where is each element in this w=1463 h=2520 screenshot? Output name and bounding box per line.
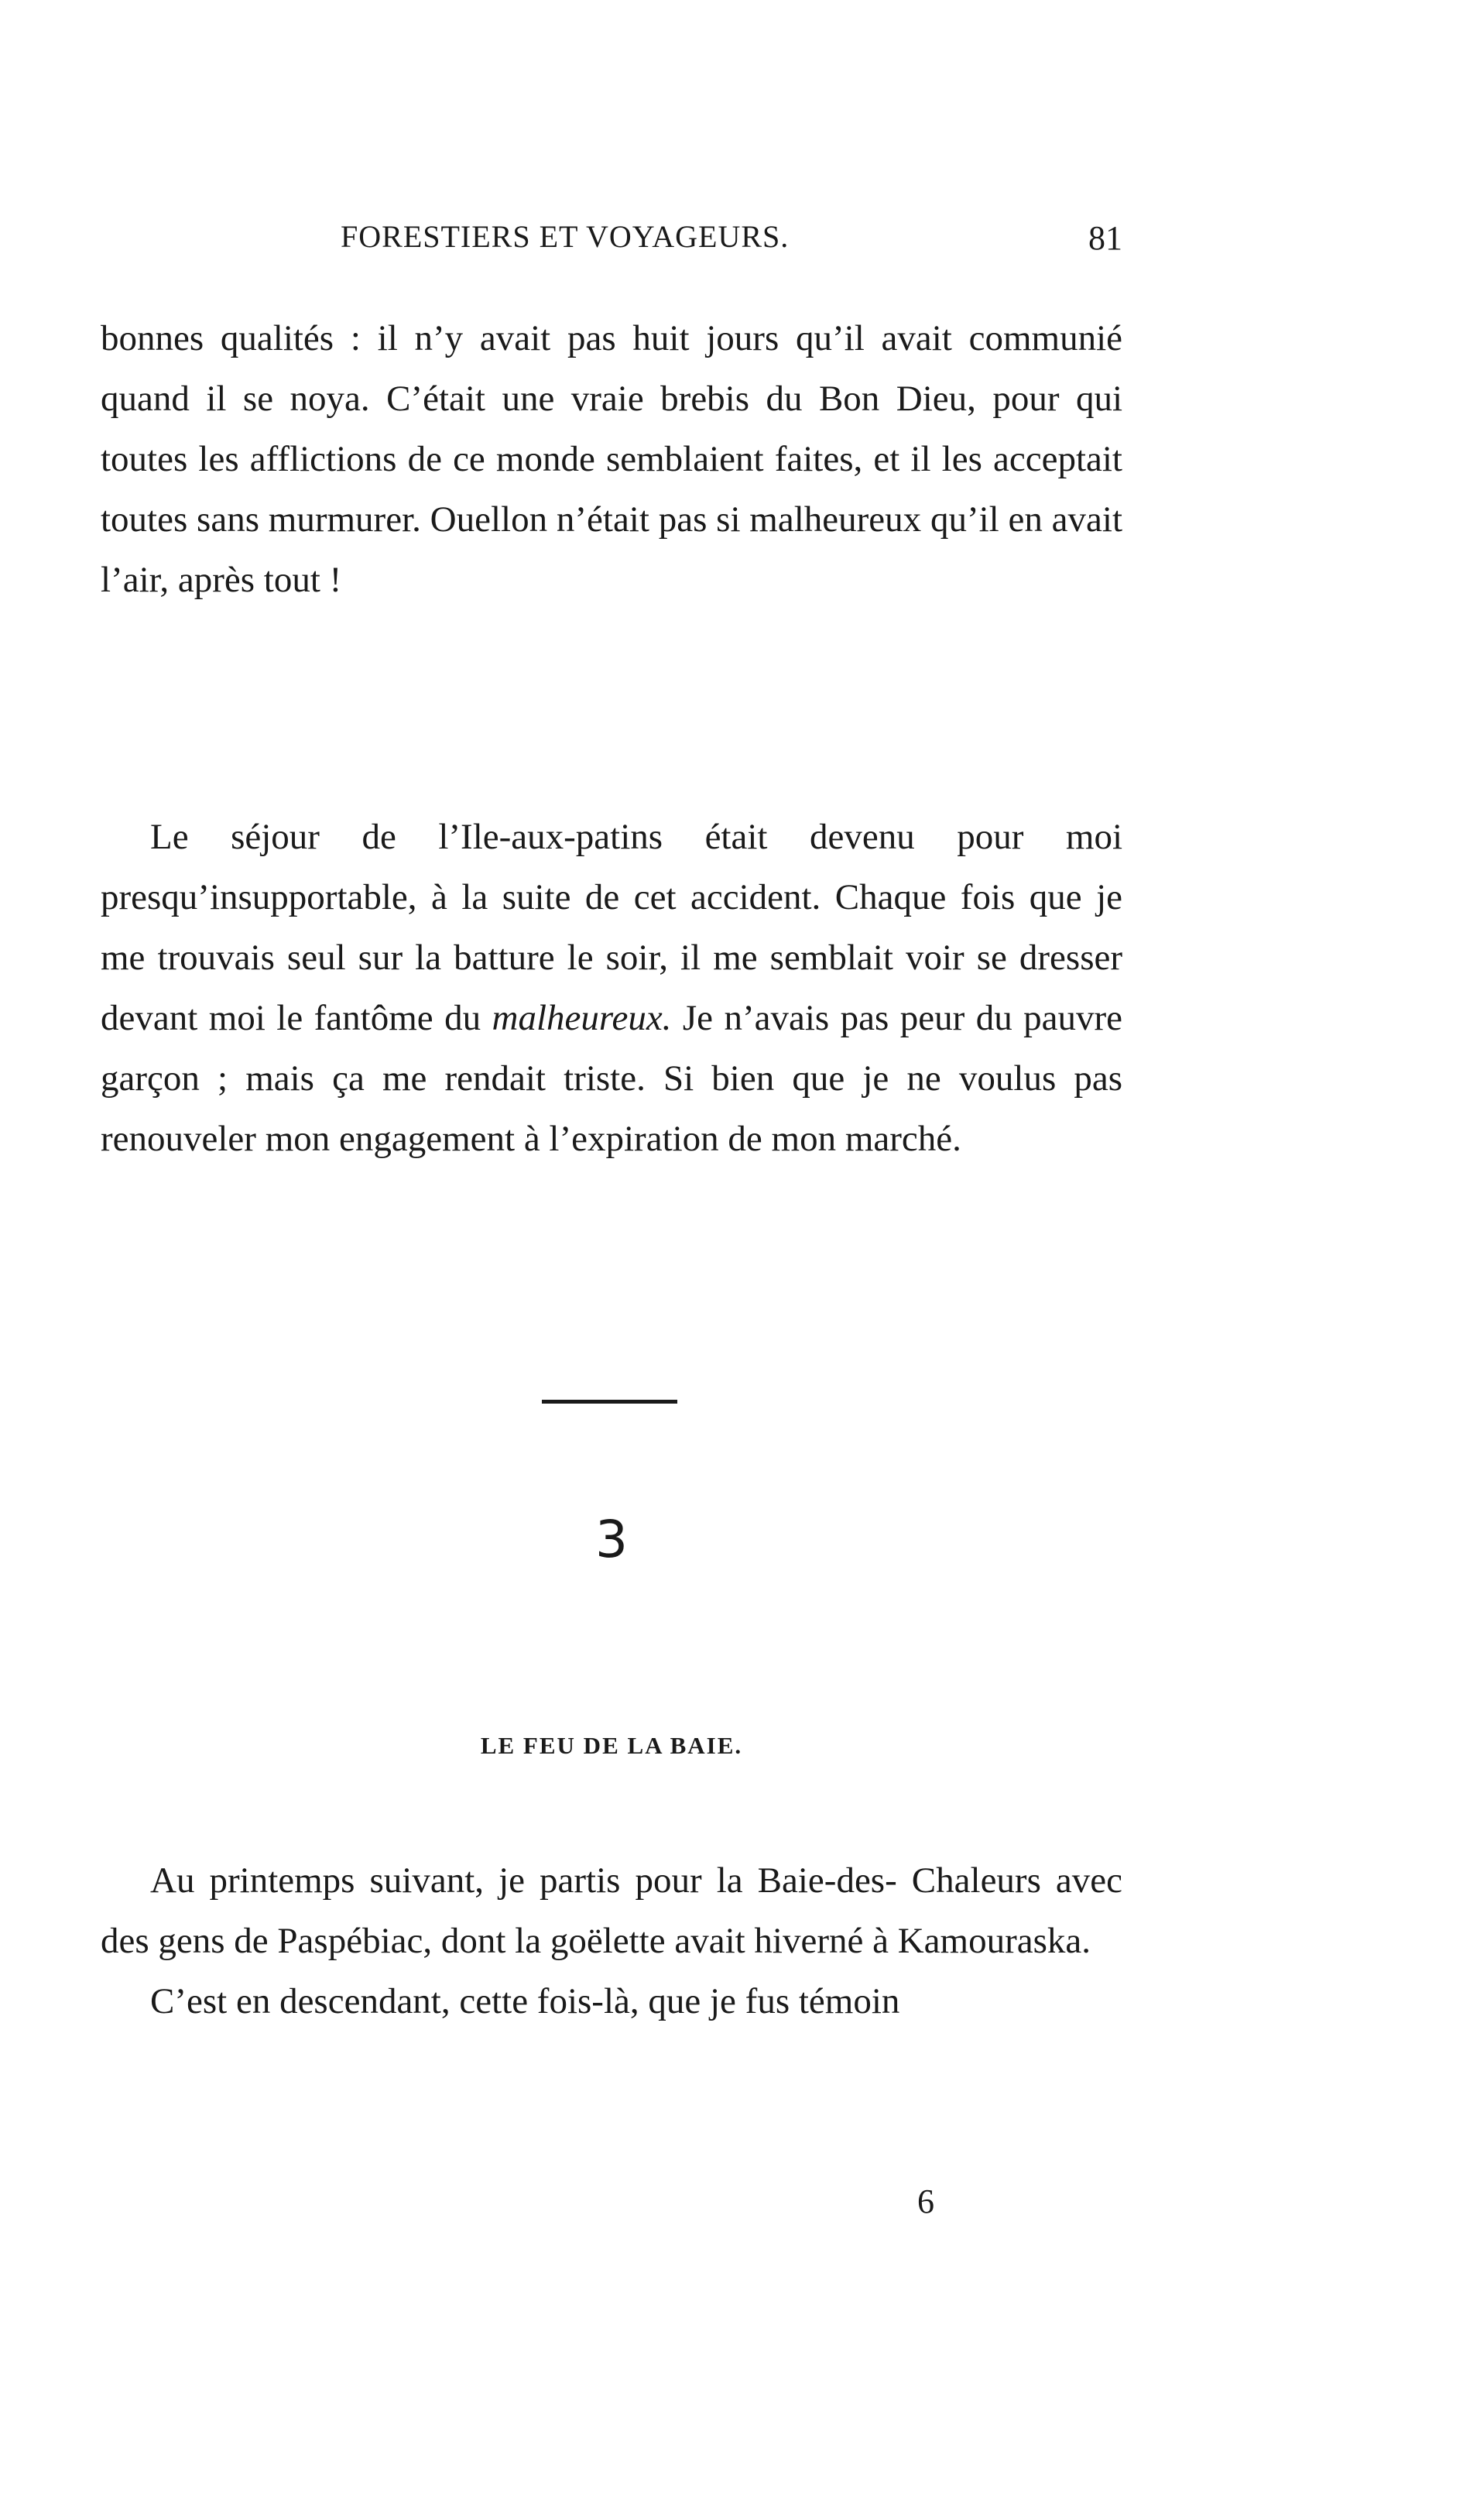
text-line: Chaque fois que je me trouvais seul sur la batture le bbox=[101, 877, 1122, 978]
text-line: vraie brebis du Bon Dieu, pour qui toutes les bbox=[101, 379, 1123, 479]
text-line: que je ne voulus pas renouveler mon engagement bbox=[101, 1058, 1123, 1159]
text-line: Chaleurs avec des gens de Paspébiac, dont la goëlette bbox=[101, 1860, 1122, 1961]
chapter-title: LE FEU DE LA BAIE. bbox=[480, 1732, 743, 1759]
text-line: presqu’insupportable, à la suite de cet accident. bbox=[101, 877, 821, 917]
text-line: avait hiverné à Kamouraska. bbox=[674, 1921, 1091, 1961]
section-divider bbox=[542, 1400, 677, 1404]
signature-mark: 6 bbox=[917, 2182, 934, 2220]
text-line: Je n’avais pas peur du bbox=[682, 998, 1012, 1038]
running-title: FORESTIERS ET VOYAGEURS. bbox=[341, 219, 790, 254]
text-line: pauvre garçon ; mais ça me rendait triste. Si bien bbox=[101, 998, 1123, 1099]
paragraph-continued bbox=[101, 308, 1122, 610]
text-line: soir, il me semblait voir se dresser devant moi le bbox=[101, 938, 1122, 1038]
text-line: fantôme du bbox=[314, 998, 481, 1038]
text-line: afflictions de ce monde semblaient faites, et il les bbox=[249, 439, 982, 479]
paragraph-block bbox=[101, 1850, 1122, 2031]
paragraph-1 bbox=[101, 308, 1122, 610]
text-line: si malheureux qu’il en avait l’air, après tout ! bbox=[101, 499, 1122, 600]
paragraph-2 bbox=[101, 807, 1122, 1169]
text-line: à l’expiration de mon marché. bbox=[523, 1119, 961, 1159]
page-number: 81 bbox=[1088, 219, 1122, 257]
paragraph-4 bbox=[101, 1971, 1122, 2031]
text-line: Le séjour de l’Ile-aux-patins était devenu pour moi bbox=[150, 817, 1122, 857]
paragraph-block bbox=[101, 807, 1122, 1169]
text-line: bonnes qualités : il n’y avait pas huit jours qu’il bbox=[101, 318, 865, 358]
text-line: Au printemps suivant, je partis pour la Baie-des- bbox=[150, 1860, 897, 1901]
paragraph-3 bbox=[101, 1850, 1122, 1971]
text-line: acceptait toutes sans murmurer. Ouellon n’était pas bbox=[101, 439, 1122, 540]
text-line: C’est en descendant, cette fois-là, que je fus témoin bbox=[150, 1981, 900, 2021]
text-line: avait communié quand il se noya. C’était une bbox=[101, 318, 1122, 419]
running-head bbox=[341, 218, 1122, 265]
italic-word: malheureux. bbox=[492, 998, 672, 1038]
chapter-number: 3 bbox=[595, 1510, 628, 1569]
